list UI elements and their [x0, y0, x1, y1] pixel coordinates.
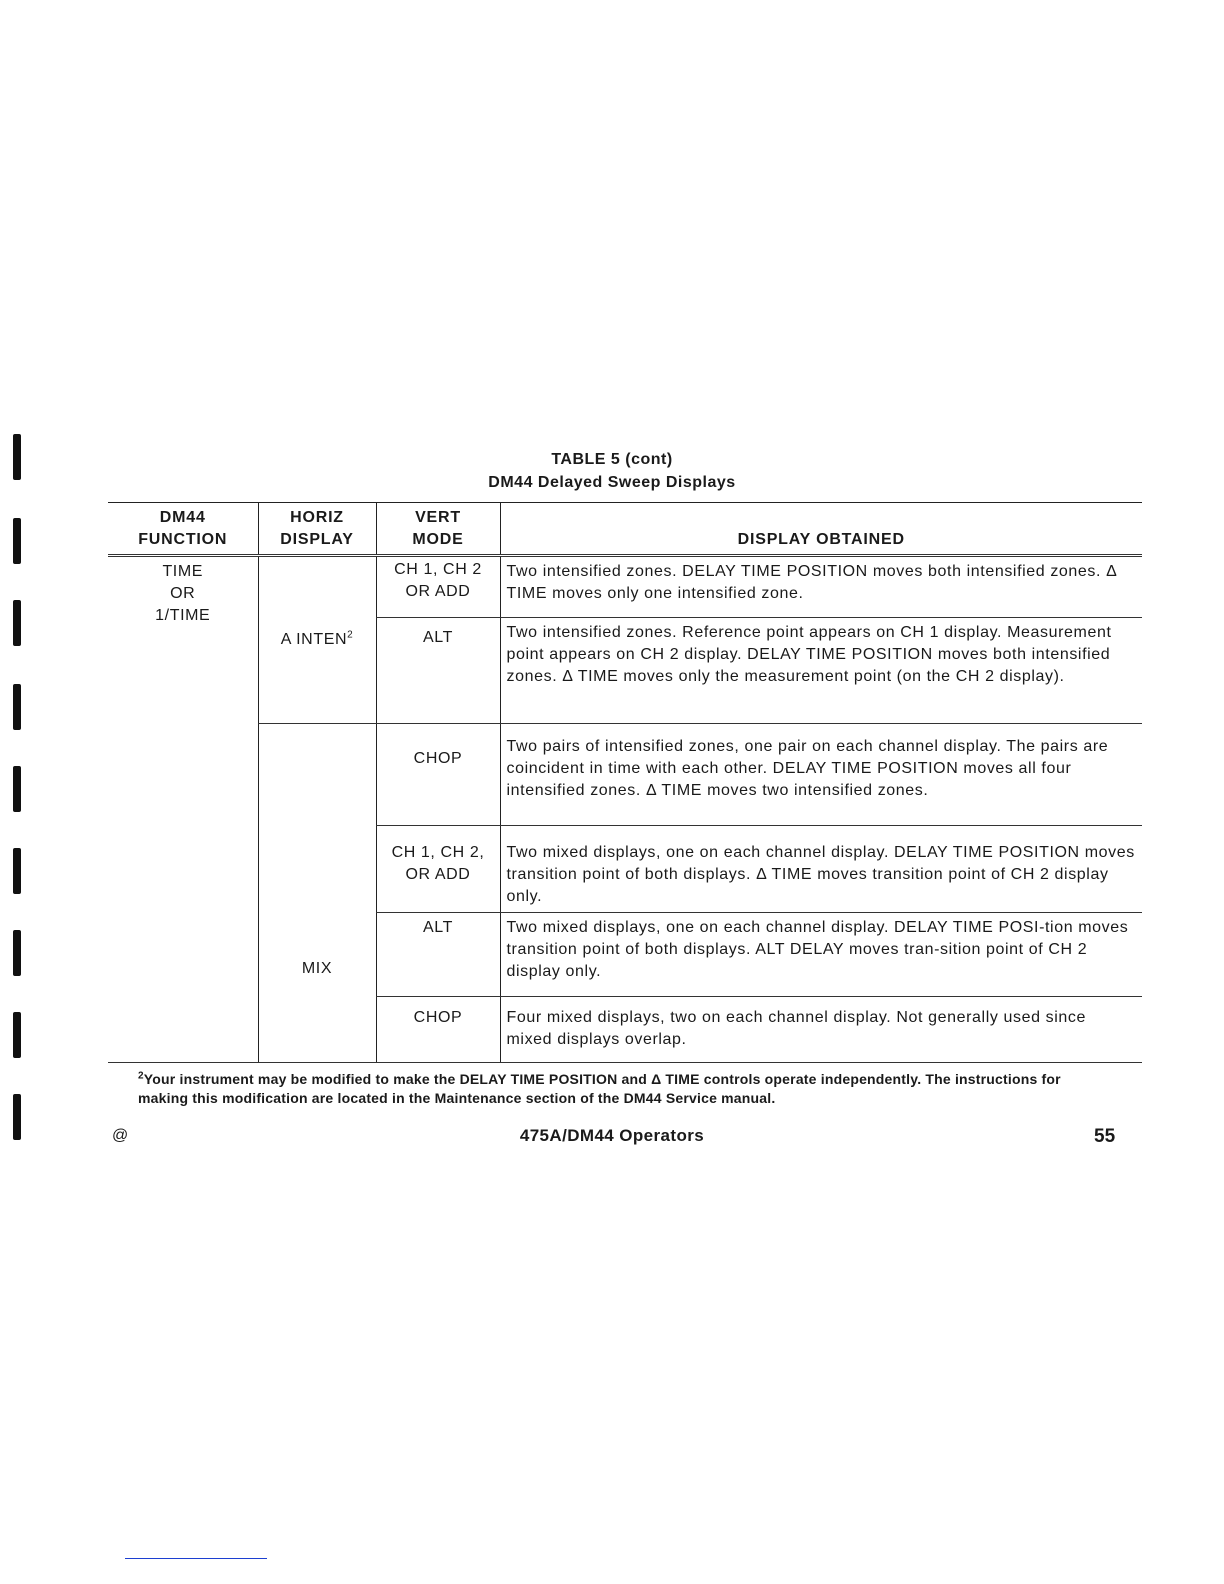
- vert-mode-cell: [376, 826, 500, 913]
- vert-mode-line1: ALT: [423, 919, 453, 936]
- table-title: DM44 Delayed Sweep Displays: [488, 474, 736, 491]
- table-row: [108, 724, 1142, 826]
- header-function: [108, 503, 258, 556]
- footnote-mark: 2: [138, 1070, 144, 1082]
- footnote-text: Your instrument may be modified to make the DELAY TIME POSITION and Δ TIME controls operate independently. The instructions for making this modification are located in the Maintenance section of the DM44 Service manual.: [138, 1071, 1061, 1106]
- table-header-row: [108, 503, 1142, 556]
- function-line1: TIME: [162, 563, 204, 580]
- vert-mode-line1: CH 1, CH 2,: [391, 844, 485, 861]
- footer-mark: @: [112, 1127, 129, 1144]
- binder-mark: [13, 848, 21, 894]
- table-caption: TABLE 5 (cont): [551, 451, 673, 468]
- header-function-line2: FUNCTION: [138, 531, 228, 548]
- vert-mode-line1: CHOP: [413, 750, 463, 767]
- horiz-mix-label: MIX: [301, 960, 333, 977]
- binder-mark: [13, 930, 21, 976]
- function-cell: [108, 556, 258, 1063]
- function-line2: OR: [170, 585, 196, 602]
- delayed-sweep-table-container: [108, 502, 1142, 1063]
- binder-mark: [13, 684, 21, 730]
- display-obtained-cell: Two pairs of intensified zones, one pair on each channel display. The pairs are coincident in time with each other. DELAY TIME POSITION moves all four intensified zones. Δ TIME moves two intensified zones.: [500, 724, 1142, 826]
- horiz-cell-mix: [258, 724, 376, 1063]
- binder-mark: [13, 1012, 21, 1058]
- vert-mode-line1: ALT: [423, 629, 453, 646]
- footnote-ref: 2: [347, 629, 354, 641]
- header-horiz-line1: HORIZ: [290, 509, 344, 526]
- horiz-a-inten-label: A INTEN: [280, 631, 348, 648]
- binder-mark: [13, 518, 21, 564]
- vert-mode-line1: CH 1, CH 2: [394, 561, 482, 578]
- vert-mode-cell: [376, 913, 500, 997]
- display-obtained-cell: Two intensified zones. DELAY TIME POSITION moves both intensified zones. Δ TIME moves only one intensified zone.: [500, 556, 1142, 618]
- header-function-line1: DM44: [159, 509, 206, 526]
- delayed-sweep-table: [108, 502, 1142, 1063]
- header-vert-line1: VERT: [415, 509, 461, 526]
- footer-title: 475A/DM44 Operators: [519, 1126, 705, 1145]
- header-horiz-line2: DISPLAY: [280, 531, 354, 548]
- horiz-cell-a-inten: [258, 556, 376, 724]
- page-number: 55: [1094, 1126, 1116, 1147]
- footnote: [138, 1070, 1098, 1108]
- vert-mode-line2: OR ADD: [405, 583, 471, 600]
- header-horiz-display: [258, 503, 376, 556]
- table-row: [108, 556, 1142, 618]
- binder-mark: [13, 600, 21, 646]
- vert-mode-cell: [376, 724, 500, 826]
- function-line3: 1/TIME: [155, 607, 211, 624]
- bottom-rule: [125, 1558, 267, 1559]
- header-display-obtained: DISPLAY OBTAINED: [500, 503, 1142, 556]
- display-obtained-cell: Four mixed displays, two on each channel display. Not generally used since mixed displays overlap.: [500, 997, 1142, 1063]
- vert-mode-line2: OR ADD: [405, 866, 471, 883]
- binder-mark: [13, 766, 21, 812]
- header-vert-mode: [376, 503, 500, 556]
- vert-mode-cell: [376, 556, 500, 618]
- display-obtained-cell: Two mixed displays, one on each channel display. DELAY TIME POSI-tion moves transition point of both displays. ALT DELAY moves tran-sition point of CH 2 display only.: [500, 913, 1142, 997]
- display-obtained-cell: Two mixed displays, one on each channel display. DELAY TIME POSITION moves transition point of both displays. Δ TIME moves transition point of CH 2 display only.: [500, 826, 1142, 913]
- display-obtained-cell: Two intensified zones. Reference point appears on CH 1 display. Measurement point appears on CH 2 display. DELAY TIME POSITION moves both intensified zones. Δ TIME moves only the measurement point (on the CH 2 display).: [500, 618, 1142, 724]
- header-vert-line2: MODE: [412, 531, 464, 548]
- vert-mode-cell: [376, 997, 500, 1063]
- vert-mode-cell: [376, 618, 500, 724]
- vert-mode-line1: CHOP: [413, 1009, 463, 1026]
